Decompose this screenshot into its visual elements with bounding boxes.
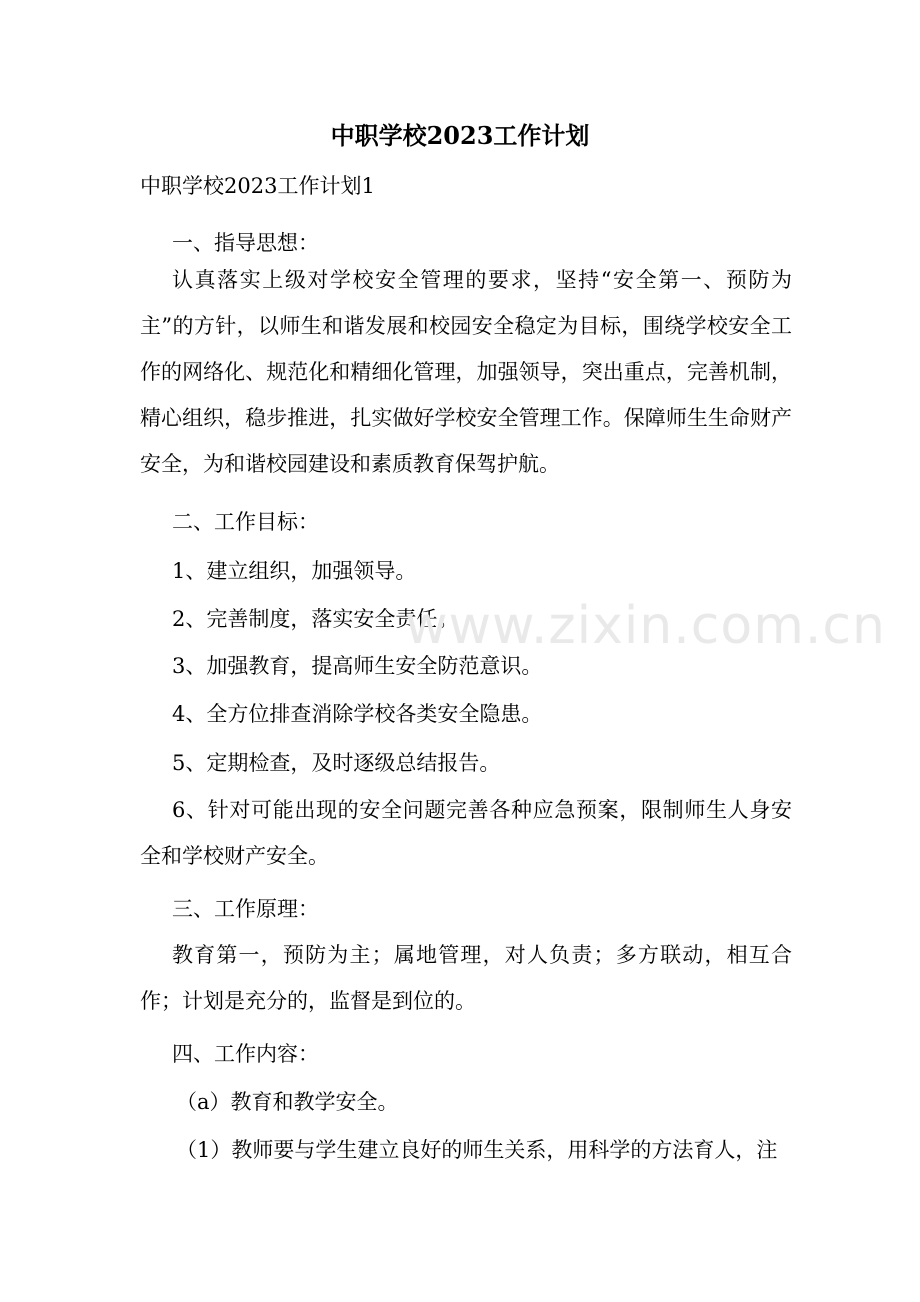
heading-work-goals: 二、工作目标：	[172, 510, 319, 534]
paragraph-guiding-thought: 认真落实上级对学校安全管理的要求，坚持“安全第一、预防为主”的方针，以师生和谐发展和校园安全稳定为目标，围绕学校安全工作的网络化、规范化和精细化管理，加强领导，突出重点，完善机制，精心组织，稳步推进，扎实做好学校安全管理工作。保障师生生命财产安全，为和谐校园建设和素质教育保驾护航。	[140, 268, 792, 476]
heading-work-principles: 三、工作原理：	[172, 897, 319, 921]
list-item-goal-3: 3、加强教育，提高师生安全防范意识。	[172, 654, 543, 678]
list-item-goal-5: 5、定期检查，及时逐级总结报告。	[172, 751, 501, 775]
document-subtitle: 中职学校2023工作计划1	[140, 174, 375, 198]
list-item-goal-6: 6、针对可能出现的安全问题完善各种应急预案，限制师生人身安全和学校财产安全。	[140, 798, 792, 868]
list-item-goal-4: 4、全方位排查消除学校各类安全隐患。	[172, 702, 543, 726]
paragraph-work-principles: 教育第一，预防为主；属地管理，对人负责；多方联动，相互合作；计划是充分的，监督是到位的。	[140, 943, 792, 1013]
list-item-goal-1: 1、建立组织，加强领导。	[172, 559, 417, 583]
heading-work-content: 四、工作内容：	[172, 1042, 319, 1066]
watermark-text: www.zixin.com.cn	[405, 596, 886, 656]
list-item-goal-2: 2、完善制度，落实安全责任。	[172, 607, 459, 631]
paragraph-teacher-relations: （1）教师要与学生建立良好的师生关系，用科学的方法育人，注	[176, 1138, 778, 1162]
subheading-teaching-safety: （a）教育和教学安全。	[176, 1090, 399, 1114]
heading-guiding-thought: 一、指导思想：	[172, 231, 319, 255]
document-title: 中职学校2023工作计划	[330, 121, 590, 150]
